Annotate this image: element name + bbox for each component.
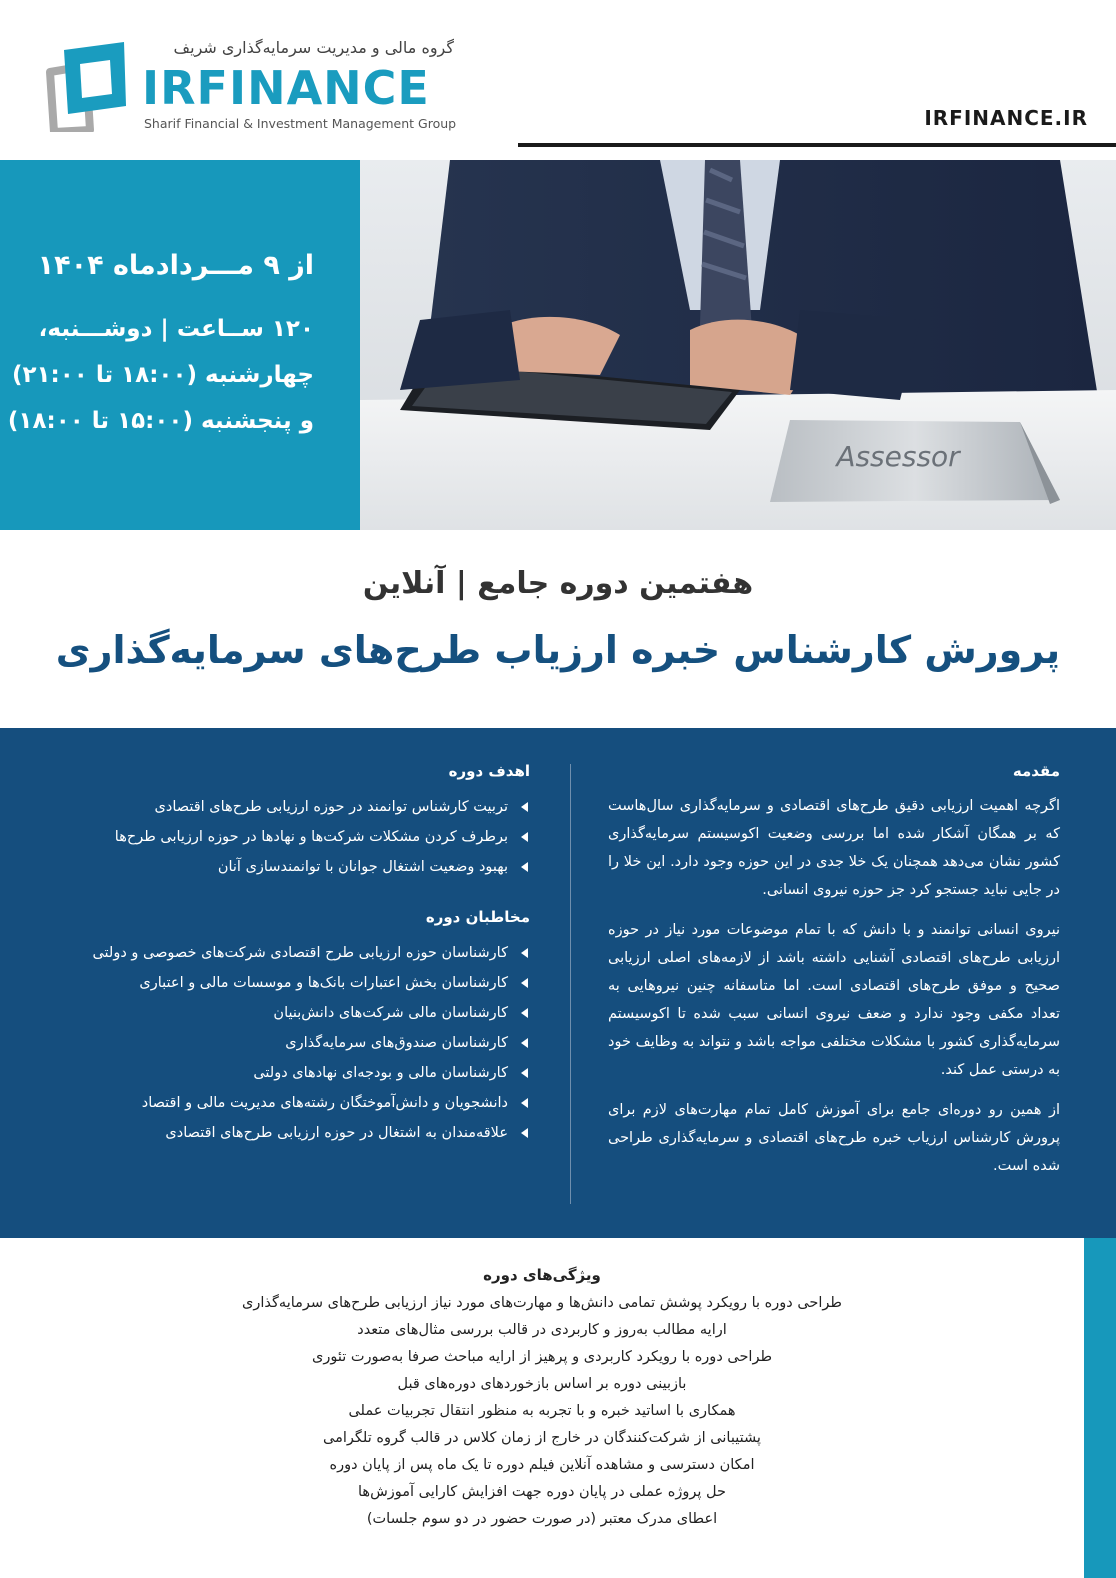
brand-subtitle: Sharif Financial & Investment Management Group — [144, 116, 457, 131]
audience-heading: مخاطبان دوره — [425, 908, 530, 926]
bullet-arrow-icon — [521, 948, 528, 958]
list-item: پشتیبانی از شرکت‌کنندگان در خارج از زمان کلاس در قالب گروه تلگرامی — [323, 1430, 761, 1446]
intro-paragraph: از همین رو دوره‌ای جامع برای آموزش کامل تمام مهارت‌های لازم برای پرورش کارشناس ارزیاب خبره طرح‌های اقتصادی و سرمایه‌گذاری طراحی شده است. — [608, 1102, 1060, 1174]
features-list — [0, 1290, 1084, 1533]
bullet-arrow-icon — [521, 978, 528, 988]
list-item: حل پروژه عملی در پایان دوره جهت افزایش کارایی آموزش‌ها — [358, 1484, 726, 1500]
accent-side-bar — [1084, 1238, 1116, 1578]
list-item: ارایه مطالب به‌روز و کاربردی در قالب بررسی مثال‌های متعدد — [357, 1322, 727, 1338]
bullet-arrow-icon — [521, 832, 528, 842]
intro-column — [608, 762, 1060, 1192]
list-item: کارشناسان صندوق‌های سرمایه‌گذاری — [30, 1028, 530, 1058]
brand-tagline: گروه مالی و مدیریت سرمایه‌گذاری شریف — [173, 38, 454, 57]
goals-list — [30, 792, 530, 882]
bullet-arrow-icon — [521, 1068, 528, 1078]
bullet-arrow-icon — [521, 802, 528, 812]
course-start-date: از ۹ مـــردادماه ۱۴۰۴ — [37, 250, 314, 281]
list-item: دانشجویان و دانش‌آموختگان رشته‌های مدیریت مالی و اقتصاد — [30, 1088, 530, 1118]
list-item: بهبود وضعیت اشتغال جوانان با توانمندسازی آنان — [30, 852, 530, 882]
list-item: تربیت کارشناس توانمند در حوزه ارزیابی طرح‌های اقتصادی — [30, 792, 530, 822]
list-item: بازبینی دوره بر اساس بازخوردهای دوره‌های قبل — [397, 1376, 687, 1392]
goals-heading: اهدف دوره — [448, 762, 530, 780]
bullet-arrow-icon — [521, 1008, 528, 1018]
list-item: همکاری با اساتید خبره و با تجربه به منظور انتقال تجربیات عملی — [348, 1403, 736, 1419]
schedule-line-3: و پنجشنبه (۱۵:۰۰ تا ۱۸:۰۰) — [7, 408, 314, 434]
list-item: کارشناسان بخش اعتبارات بانک‌ها و موسسات مالی و اعتباری — [30, 968, 530, 998]
list-item: امکان دسترسی و مشاهده آنلاین فیلم دوره تا یک ماه پس از پایان دوره — [329, 1457, 755, 1473]
list-item: کارشناسان مالی و بودجه‌ای نهادهای دولتی — [30, 1058, 530, 1088]
schedule-line-1: ۱۲۰ ســاعت | دوشـــنبه، — [38, 316, 314, 342]
hero-schedule-panel — [0, 160, 360, 530]
hero-photo-assessor — [360, 160, 1116, 530]
schedule-line-2: چهارشنبه (۱۸:۰۰ تا ۲۱:۰۰) — [11, 362, 314, 388]
course-subtitle: هفتمین دوره جامع | آنلاین — [362, 566, 754, 601]
page-header — [0, 0, 1116, 160]
list-item: کارشناسان حوزه ارزیابی طرح اقتصادی شرکت‌های خصوصی و دولتی — [30, 938, 530, 968]
sign-text: Assessor — [836, 440, 960, 473]
list-item: کارشناسان مالی شرکت‌های دانش‌بنیان — [30, 998, 530, 1028]
course-info-section — [0, 728, 1116, 1238]
list-item: برطرف کردن مشکلات شرکت‌ها و نهادها در حوزه ارزیابی طرح‌ها — [30, 822, 530, 852]
list-item: طراحی دوره با رویکرد پوشش تمامی دانش‌ها و مهارت‌های مورد نیاز ارزیابی طرح‌های سرمایه‌گذاری — [242, 1295, 842, 1311]
bullet-arrow-icon — [521, 1128, 528, 1138]
audience-list — [30, 938, 530, 1148]
website-link[interactable]: IRFINANCE.IR — [924, 106, 1088, 130]
column-divider — [570, 764, 571, 1204]
course-title: پرورش کارشناس خبره ارزیاب طرح‌های سرمایه‌گذاری — [55, 628, 1061, 672]
list-item: طراحی دوره با رویکرد کاربردی و پرهیز از ارایه مباحث صرفا به‌صورت تئوری — [311, 1349, 772, 1365]
list-item: علاقه‌مندان به اشتغال در حوزه ارزیابی طرح‌های اقتصادی — [30, 1118, 530, 1148]
header-divider — [518, 143, 1116, 147]
bullet-arrow-icon — [521, 1098, 528, 1108]
goals-audience-column — [30, 762, 530, 1174]
intro-paragraph: نیروی انسانی توانمند و با دانش که با تمام موضوعات مورد نیاز در حوزه ارزیابی طرح‌های اقتصادی آشنایی داشته باشد از لازمه‌های اصلی ارزیابی صحیح و موفق طرح‌های اقتصادی است. اما متاسفانه چنین نیروهایی به تعداد مکفی وجود ندارد و ضعف نیروی انسانی سبب شده تا اکوسیستم سرمایه‌گذاری کشور با مشکلات مختلفی مواجه باشد و نتواند به وظایف خود به درستی عمل کند. — [608, 922, 1060, 1078]
intro-paragraph: اگرچه اهمیت ارزیابی دقیق طرح‌های اقتصادی و سرمایه‌گذاری سال‌هاست که بر همگان آشکار شده اما بررسی وضعیت اکوسیستم سرمایه‌گذاری کشور نشان می‌دهد همچنان یک خلا جدی در این حوزه وجود دارد. این خلا را در جایی نباید جستجو کرد جز حوزه نیروی انسانی. — [608, 798, 1060, 898]
brand-name: IRFINANCE — [142, 61, 430, 115]
bullet-arrow-icon — [521, 1038, 528, 1048]
bullet-arrow-icon — [521, 862, 528, 872]
irfinance-logo-icon — [46, 40, 130, 132]
list-item: اعطای مدرک معتبر (در صورت حضور در دو سوم جلسات) — [366, 1511, 718, 1527]
features-heading: ویژگی‌های دوره — [483, 1266, 601, 1284]
intro-heading: مقدمه — [1012, 762, 1060, 780]
features-section — [0, 1238, 1084, 1578]
